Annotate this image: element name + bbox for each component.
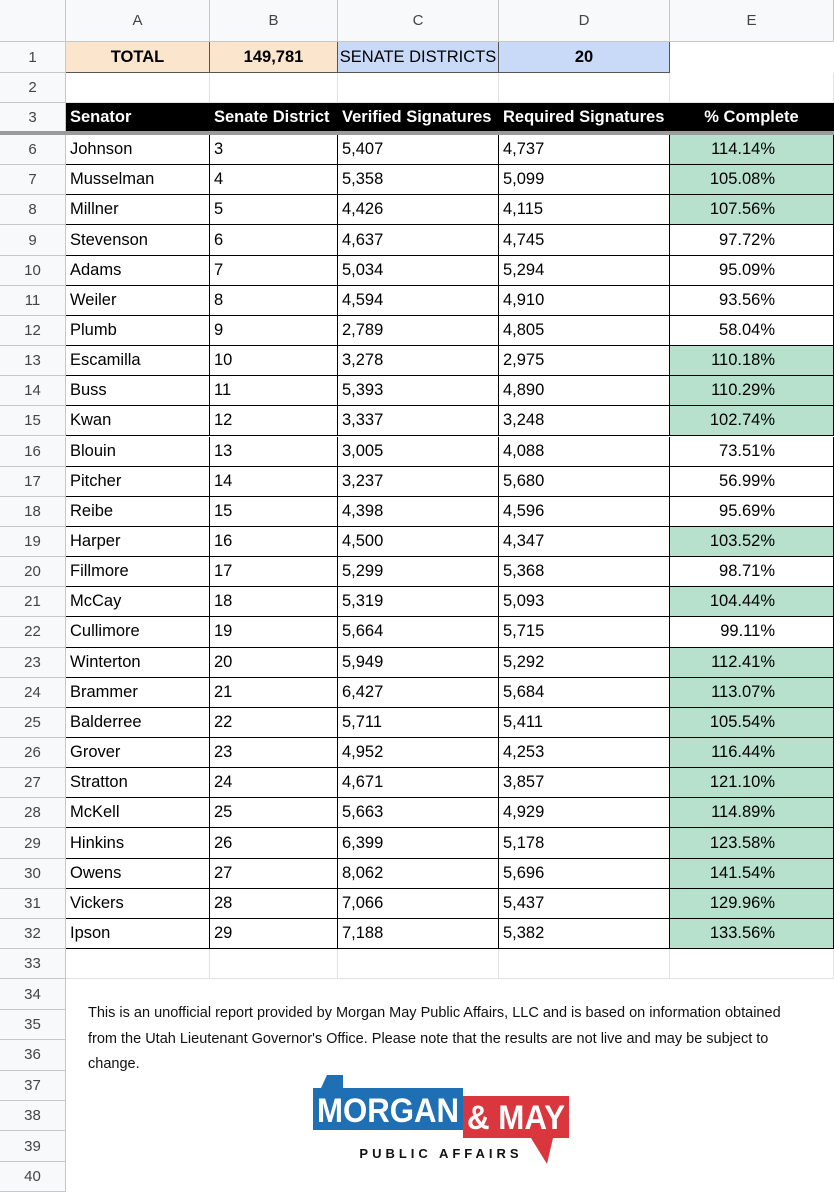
district-cell[interactable]: 27 (210, 859, 338, 889)
column-header-e[interactable]: E (670, 0, 834, 42)
district-cell[interactable]: 17 (210, 557, 338, 587)
verified-cell[interactable]: 5,299 (338, 557, 499, 587)
verified-cell[interactable]: 3,005 (338, 437, 499, 467)
required-cell[interactable]: 5,411 (499, 708, 670, 738)
empty-cell[interactable] (66, 949, 210, 979)
percent-complete-cell[interactable]: 114.14% (670, 135, 834, 165)
district-cell[interactable]: 22 (210, 708, 338, 738)
verified-cell[interactable]: 4,398 (338, 497, 499, 527)
header-required-signatures[interactable]: Required Signatures (499, 103, 670, 133)
required-cell[interactable]: 4,745 (499, 225, 670, 255)
verified-cell[interactable]: 5,358 (338, 165, 499, 195)
verified-cell[interactable]: 6,399 (338, 828, 499, 858)
row-header[interactable]: 8 (0, 195, 66, 225)
required-cell[interactable]: 4,805 (499, 316, 670, 346)
column-header-a[interactable]: A (66, 0, 210, 42)
percent-complete-cell[interactable]: 103.52% (670, 527, 834, 557)
row-header[interactable]: 7 (0, 165, 66, 195)
row-header[interactable]: 24 (0, 678, 66, 708)
senator-cell[interactable]: Cullimore (66, 617, 210, 647)
percent-complete-cell[interactable]: 73.51% (670, 437, 834, 467)
percent-complete-cell[interactable]: 116.44% (670, 738, 834, 768)
corner-cell[interactable] (0, 0, 66, 42)
district-cell[interactable]: 15 (210, 497, 338, 527)
percent-complete-cell[interactable]: 98.71% (670, 557, 834, 587)
row-header[interactable]: 38 (0, 1101, 66, 1131)
percent-complete-cell[interactable]: 113.07% (670, 678, 834, 708)
required-cell[interactable]: 5,292 (499, 648, 670, 678)
required-cell[interactable]: 3,248 (499, 406, 670, 436)
senator-cell[interactable]: Fillmore (66, 557, 210, 587)
row-header[interactable]: 29 (0, 828, 66, 858)
percent-complete-cell[interactable]: 99.11% (670, 617, 834, 647)
senator-cell[interactable]: Grover (66, 738, 210, 768)
district-cell[interactable]: 7 (210, 256, 338, 286)
row-header[interactable]: 21 (0, 587, 66, 617)
required-cell[interactable]: 4,910 (499, 286, 670, 316)
district-cell[interactable]: 8 (210, 286, 338, 316)
senator-cell[interactable]: Escamilla (66, 346, 210, 376)
required-cell[interactable]: 4,890 (499, 376, 670, 406)
row-header[interactable]: 3 (0, 103, 66, 133)
row-header[interactable]: 33 (0, 949, 66, 979)
empty-cell[interactable] (670, 73, 834, 103)
row-header[interactable]: 35 (0, 1010, 66, 1040)
required-cell[interactable]: 4,115 (499, 195, 670, 225)
row-header[interactable]: 26 (0, 738, 66, 768)
verified-cell[interactable]: 6,427 (338, 678, 499, 708)
district-cell[interactable]: 25 (210, 798, 338, 828)
morgan-may-logo (313, 1070, 570, 1170)
row-header[interactable]: 30 (0, 859, 66, 889)
row-header[interactable]: 14 (0, 376, 66, 406)
row-header[interactable]: 36 (0, 1040, 66, 1070)
senator-cell[interactable]: Blouin (66, 437, 210, 467)
verified-cell[interactable]: 4,594 (338, 286, 499, 316)
verified-cell[interactable]: 8,062 (338, 859, 499, 889)
required-cell[interactable]: 5,294 (499, 256, 670, 286)
senator-cell[interactable]: Winterton (66, 648, 210, 678)
logo-tagline: PUBLIC AFFAIRS (359, 1146, 523, 1161)
row-header[interactable]: 39 (0, 1131, 66, 1161)
district-cell[interactable]: 9 (210, 316, 338, 346)
row-header[interactable]: 37 (0, 1071, 66, 1101)
required-cell[interactable]: 3,857 (499, 768, 670, 798)
district-cell[interactable]: 18 (210, 587, 338, 617)
required-cell[interactable]: 5,437 (499, 889, 670, 919)
column-header-d[interactable]: D (499, 0, 670, 42)
percent-complete-cell[interactable]: 105.08% (670, 165, 834, 195)
senator-cell[interactable]: Ipson (66, 919, 210, 949)
row-header[interactable]: 25 (0, 708, 66, 738)
percent-complete-cell[interactable]: 93.56% (670, 286, 834, 316)
required-cell[interactable]: 2,975 (499, 346, 670, 376)
verified-cell[interactable]: 3,337 (338, 406, 499, 436)
logo-wordmark: MORGAN (317, 1092, 459, 1130)
verified-cell[interactable]: 5,663 (338, 798, 499, 828)
percent-complete-cell[interactable]: 123.58% (670, 828, 834, 858)
row-header[interactable]: 9 (0, 225, 66, 255)
senator-cell[interactable]: Brammer (66, 678, 210, 708)
percent-complete-cell[interactable]: 121.10% (670, 768, 834, 798)
percent-complete-cell[interactable]: 97.72% (670, 225, 834, 255)
senator-cell[interactable]: McKell (66, 798, 210, 828)
district-cell[interactable]: 13 (210, 437, 338, 467)
senator-cell[interactable]: Vickers (66, 889, 210, 919)
verified-cell[interactable]: 5,949 (338, 648, 499, 678)
row-header[interactable]: 20 (0, 557, 66, 587)
district-cell[interactable]: 21 (210, 678, 338, 708)
percent-complete-cell[interactable]: 104.44% (670, 587, 834, 617)
percent-complete-cell[interactable]: 129.96% (670, 889, 834, 919)
verified-cell[interactable]: 5,407 (338, 135, 499, 165)
district-cell[interactable]: 24 (210, 768, 338, 798)
verified-cell[interactable]: 5,664 (338, 617, 499, 647)
senator-cell[interactable]: Buss (66, 376, 210, 406)
row-header[interactable]: 18 (0, 497, 66, 527)
senator-cell[interactable]: Reibe (66, 497, 210, 527)
total-value-cell[interactable]: 149,781 (210, 42, 338, 73)
row-header[interactable]: 23 (0, 648, 66, 678)
senate-districts-value-cell[interactable]: 20 (499, 42, 670, 73)
row-header[interactable]: 22 (0, 617, 66, 647)
senator-cell[interactable]: Musselman (66, 165, 210, 195)
percent-complete-cell[interactable]: 58.04% (670, 316, 834, 346)
empty-cell[interactable] (338, 73, 499, 103)
header-verified-signatures[interactable]: Verified Signatures (338, 103, 499, 133)
senator-cell[interactable]: Johnson (66, 135, 210, 165)
senator-cell[interactable]: Pitcher (66, 467, 210, 497)
required-cell[interactable]: 4,253 (499, 738, 670, 768)
required-cell[interactable]: 4,088 (499, 437, 670, 467)
required-cell[interactable]: 5,178 (499, 828, 670, 858)
district-cell[interactable]: 26 (210, 828, 338, 858)
verified-cell[interactable]: 5,319 (338, 587, 499, 617)
required-cell[interactable]: 5,715 (499, 617, 670, 647)
header-senator[interactable]: Senator (66, 103, 210, 133)
verified-cell[interactable]: 4,952 (338, 738, 499, 768)
senator-cell[interactable]: Plumb (66, 316, 210, 346)
senator-cell[interactable]: Hinkins (66, 828, 210, 858)
disclaimer-note: This is an unofficial report provided by Morgan May Public Affairs, LLC and is based on information obtained from the Utah Lieutenant Governor's Office. Please note that the results are not live and may be subject to change. (88, 1005, 781, 1072)
required-cell[interactable]: 5,093 (499, 587, 670, 617)
verified-cell[interactable]: 4,637 (338, 225, 499, 255)
row-header[interactable]: 27 (0, 768, 66, 798)
district-cell[interactable]: 19 (210, 617, 338, 647)
empty-cell[interactable] (338, 949, 499, 979)
percent-complete-cell[interactable]: 141.54% (670, 859, 834, 889)
empty-cell[interactable] (499, 949, 670, 979)
empty-cell[interactable] (66, 73, 210, 103)
percent-complete-cell[interactable]: 95.69% (670, 497, 834, 527)
verified-cell[interactable]: 5,711 (338, 708, 499, 738)
row-header[interactable]: 17 (0, 467, 66, 497)
required-cell[interactable]: 4,347 (499, 527, 670, 557)
required-cell[interactable]: 5,099 (499, 165, 670, 195)
district-cell[interactable]: 5 (210, 195, 338, 225)
verified-cell[interactable]: 2,789 (338, 316, 499, 346)
required-cell[interactable]: 5,680 (499, 467, 670, 497)
row-header[interactable]: 12 (0, 316, 66, 346)
district-cell[interactable]: 4 (210, 165, 338, 195)
percent-complete-cell[interactable]: 95.09% (670, 256, 834, 286)
percent-complete-cell[interactable]: 110.29% (670, 376, 834, 406)
verified-cell[interactable]: 4,671 (338, 768, 499, 798)
senator-cell[interactable]: McCay (66, 587, 210, 617)
row-header[interactable]: 1 (0, 42, 66, 73)
required-cell[interactable]: 5,684 (499, 678, 670, 708)
senator-cell[interactable]: Stratton (66, 768, 210, 798)
district-cell[interactable]: 29 (210, 919, 338, 949)
required-cell[interactable]: 5,382 (499, 919, 670, 949)
percent-complete-cell[interactable]: 107.56% (670, 195, 834, 225)
district-cell[interactable]: 11 (210, 376, 338, 406)
required-cell[interactable]: 4,929 (499, 798, 670, 828)
senator-cell[interactable]: Millner (66, 195, 210, 225)
percent-complete-cell[interactable]: 114.89% (670, 798, 834, 828)
header-senate-district[interactable]: Senate District (210, 103, 338, 133)
row-header[interactable]: 19 (0, 527, 66, 557)
verified-cell[interactable]: 3,278 (338, 346, 499, 376)
percent-complete-cell[interactable]: 105.54% (670, 708, 834, 738)
row-header[interactable]: 11 (0, 286, 66, 316)
percent-complete-cell[interactable]: 110.18% (670, 346, 834, 376)
verified-cell[interactable]: 5,034 (338, 256, 499, 286)
row-header[interactable]: 13 (0, 346, 66, 376)
district-cell[interactable]: 20 (210, 648, 338, 678)
verified-cell[interactable]: 4,500 (338, 527, 499, 557)
required-cell[interactable]: 5,368 (499, 557, 670, 587)
required-cell[interactable]: 4,596 (499, 497, 670, 527)
row-header[interactable]: 10 (0, 256, 66, 286)
district-cell[interactable]: 10 (210, 346, 338, 376)
verified-cell[interactable]: 4,426 (338, 195, 499, 225)
percent-complete-cell[interactable]: 56.99% (670, 467, 834, 497)
district-cell[interactable]: 12 (210, 406, 338, 436)
district-cell[interactable]: 6 (210, 225, 338, 255)
senator-cell[interactable]: Owens (66, 859, 210, 889)
total-label-cell[interactable]: TOTAL (66, 42, 210, 73)
percent-complete-cell[interactable]: 133.56% (670, 919, 834, 949)
logo-wordmark: & MAY (467, 1099, 566, 1137)
district-cell[interactable]: 14 (210, 467, 338, 497)
senator-cell[interactable]: Balderree (66, 708, 210, 738)
row-header[interactable]: 34 (0, 979, 66, 1009)
district-cell[interactable]: 3 (210, 135, 338, 165)
verified-cell[interactable]: 5,393 (338, 376, 499, 406)
empty-cell[interactable] (210, 949, 338, 979)
senator-cell[interactable]: Stevenson (66, 225, 210, 255)
percent-complete-cell[interactable]: 112.41% (670, 648, 834, 678)
senator-cell[interactable]: Adams (66, 256, 210, 286)
row-header[interactable]: 28 (0, 798, 66, 828)
column-header-b[interactable]: B (210, 0, 338, 42)
empty-cell[interactable] (670, 949, 834, 979)
row-header[interactable]: 15 (0, 406, 66, 436)
district-cell[interactable]: 16 (210, 527, 338, 557)
row-header[interactable]: 32 (0, 919, 66, 949)
row-header[interactable]: 6 (0, 135, 66, 165)
row-header[interactable]: 31 (0, 889, 66, 919)
senate-districts-label-cell[interactable]: SENATE DISTRICTS (338, 42, 499, 73)
percent-complete-cell[interactable]: 102.74% (670, 406, 834, 436)
column-header-c[interactable]: C (338, 0, 499, 42)
row-header[interactable]: 2 (0, 73, 66, 103)
row-header[interactable]: 40 (0, 1162, 66, 1192)
senator-cell[interactable]: Weiler (66, 286, 210, 316)
verified-cell[interactable]: 7,188 (338, 919, 499, 949)
required-cell[interactable]: 5,696 (499, 859, 670, 889)
empty-cell[interactable] (499, 73, 670, 103)
district-cell[interactable]: 28 (210, 889, 338, 919)
senator-cell[interactable]: Harper (66, 527, 210, 557)
verified-cell[interactable]: 3,237 (338, 467, 499, 497)
header-percent-complete[interactable]: % Complete (670, 103, 834, 133)
row-header[interactable]: 16 (0, 437, 66, 467)
district-cell[interactable]: 23 (210, 738, 338, 768)
required-cell[interactable]: 4,737 (499, 135, 670, 165)
senator-cell[interactable]: Kwan (66, 406, 210, 436)
verified-cell[interactable]: 7,066 (338, 889, 499, 919)
empty-cell[interactable] (210, 73, 338, 103)
